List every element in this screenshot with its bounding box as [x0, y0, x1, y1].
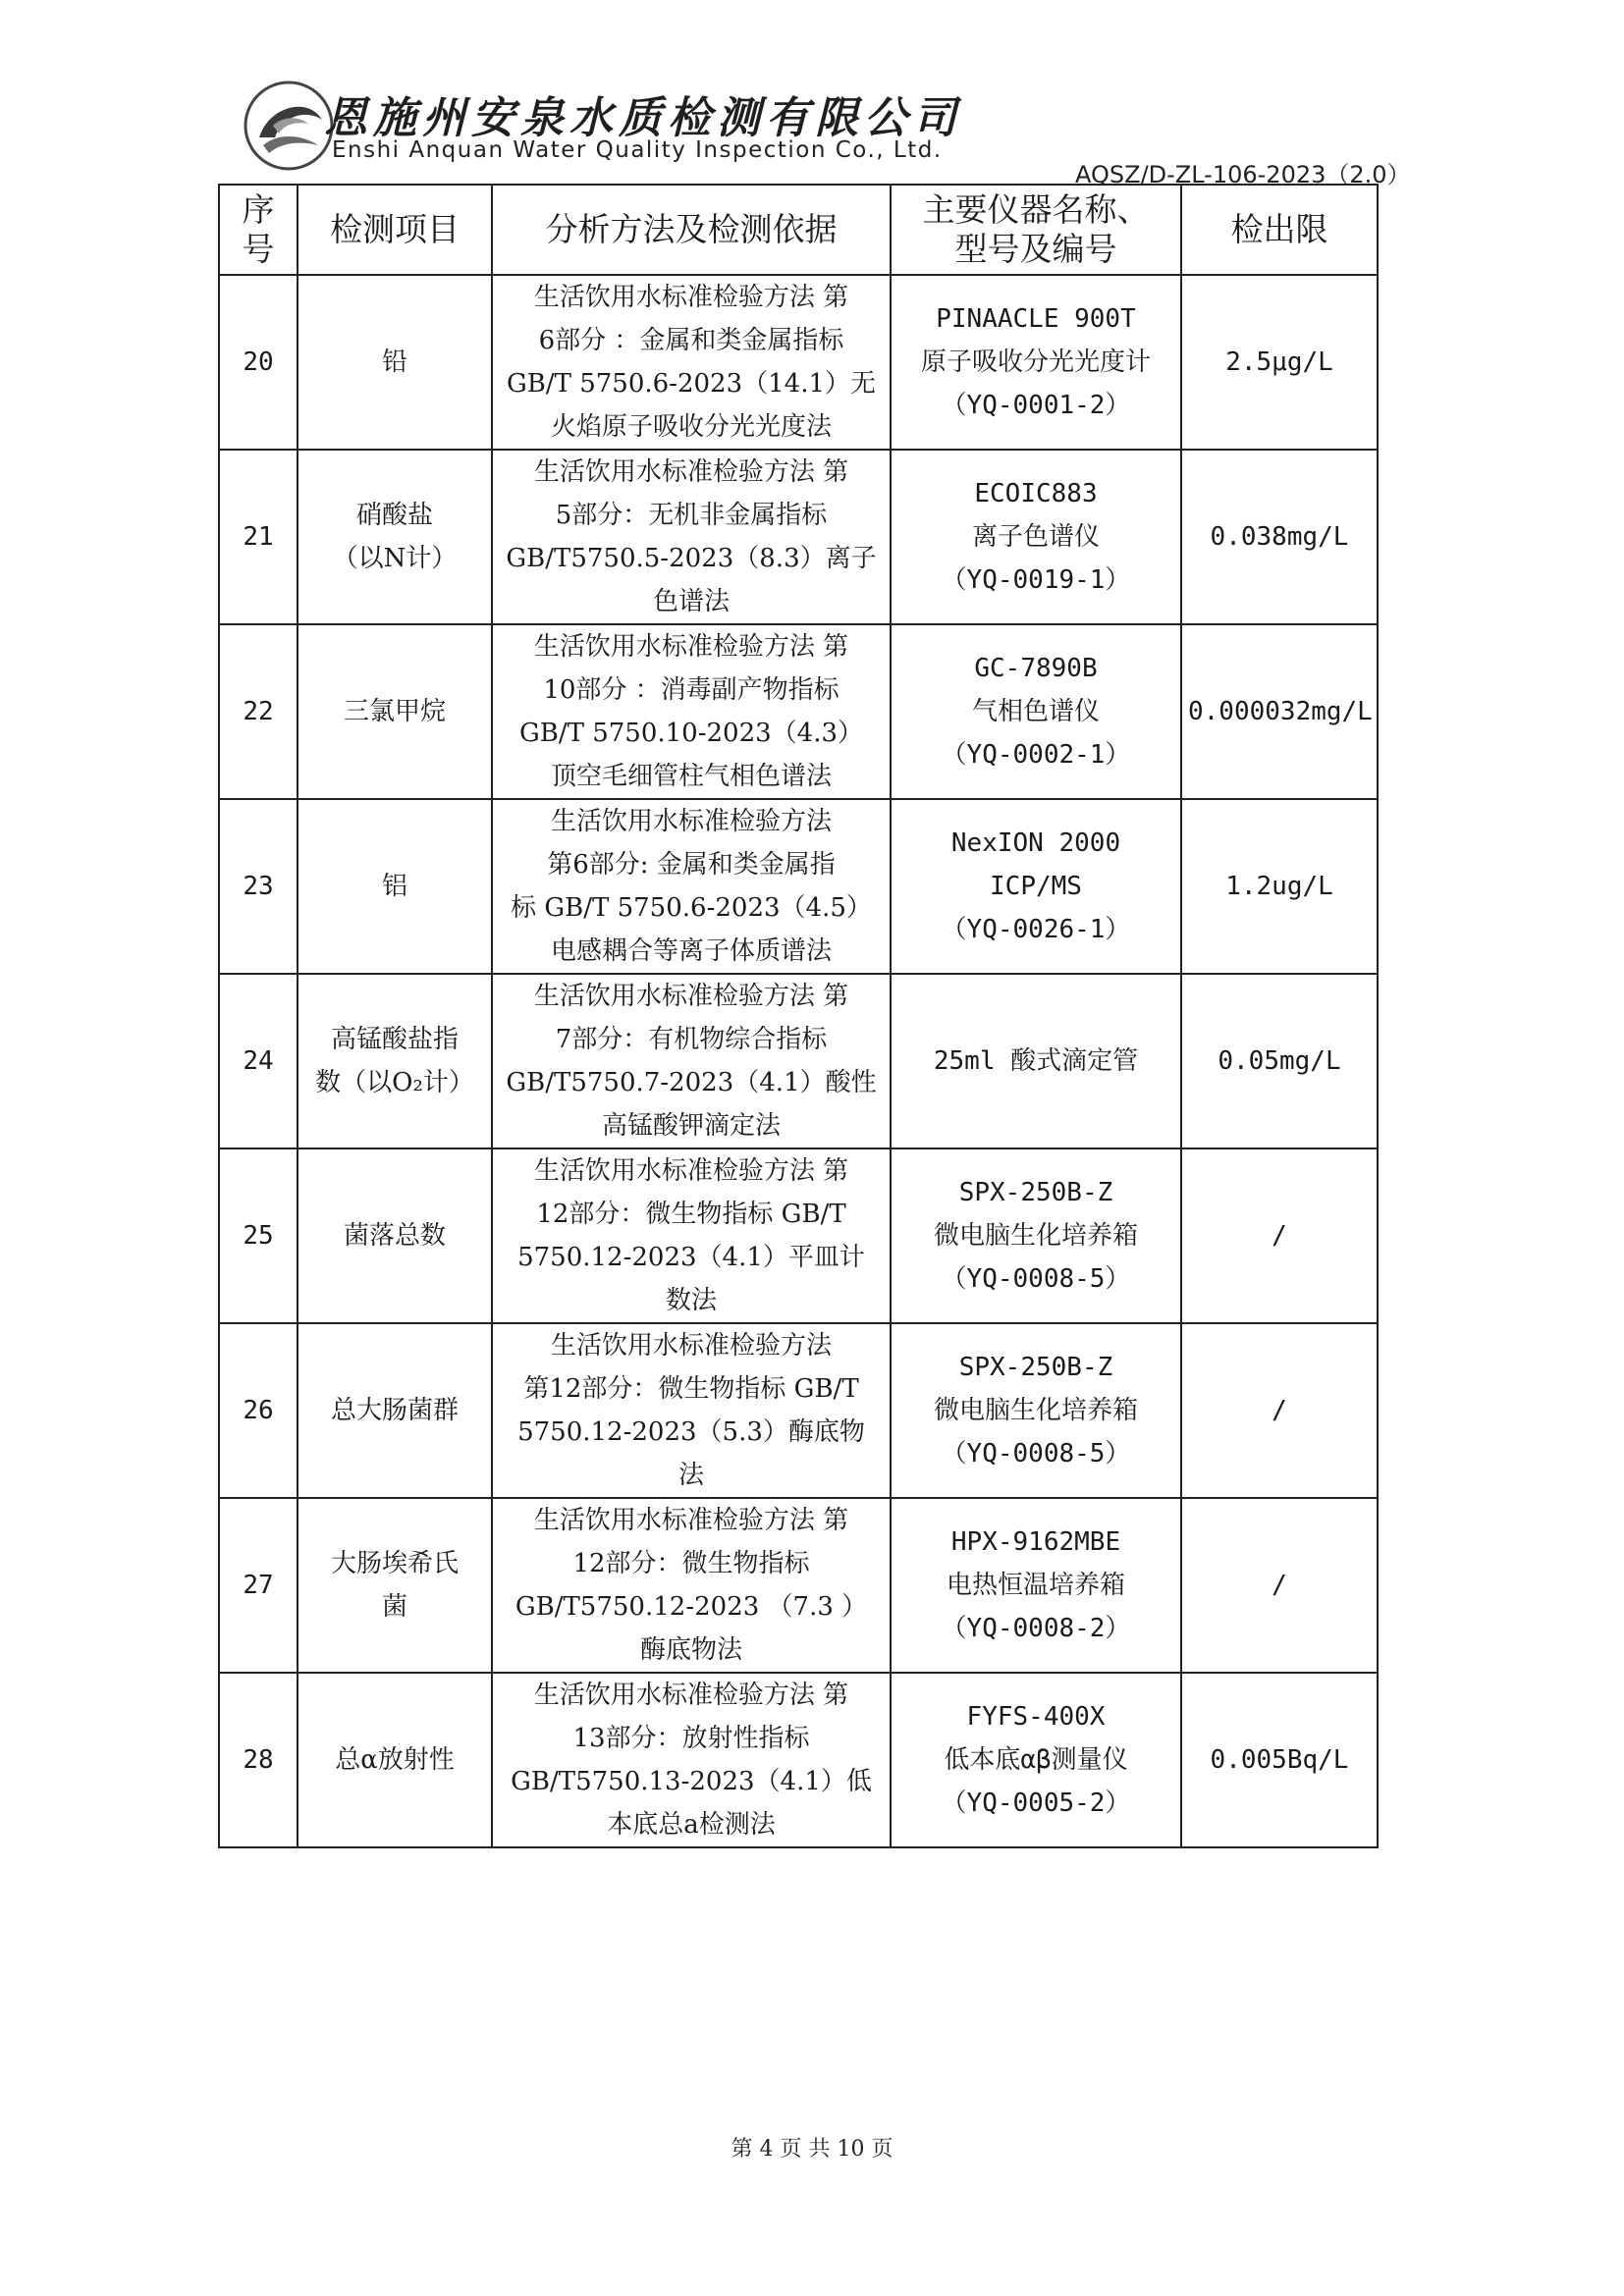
row-method: 生活饮用水标准检验方法 第 13部分：放射性指标 GB/T5750.13-2023（4.1）低 本底总a检测法 — [492, 1673, 891, 1847]
company-logo-icon — [240, 77, 338, 175]
row-method: 生活饮用水标准检验方法 第 10部分 ：消毒副产物指标 GB/T 5750.10-2023（4.3） 顶空毛细管柱气相色谱法 — [492, 624, 891, 799]
table-row — [219, 275, 1378, 450]
table-row — [219, 799, 1378, 974]
header-item: 检测项目 — [298, 185, 492, 275]
row-instrument: HPX-9162MBE 电热恒温培养箱 （YQ-0008-2） — [891, 1498, 1181, 1673]
row-limit: 0.05mg/L — [1181, 974, 1378, 1148]
row-limit: 2.5μg/L — [1181, 275, 1378, 450]
row-seq: 24 — [219, 974, 298, 1148]
row-item: 总大肠菌群 — [298, 1323, 492, 1498]
row-limit: 0.000032mg/L — [1181, 624, 1378, 799]
company-name-en: Enshi Anquan Water Quality Inspection Co., Ltd. — [332, 137, 943, 163]
table-row — [219, 1323, 1378, 1498]
inspection-methods-table — [218, 184, 1379, 1848]
row-item: 菌落总数 — [298, 1148, 492, 1323]
row-method: 生活饮用水标准检验方法 第 12部分：微生物指标 GB/T5750.12-2023 （7.3 ） 酶底物法 — [492, 1498, 891, 1673]
row-seq: 25 — [219, 1148, 298, 1323]
row-limit: / — [1181, 1148, 1378, 1323]
company-name-cn: 恩施州安泉水质检测有限公司 — [324, 93, 962, 143]
row-seq: 26 — [219, 1323, 298, 1498]
row-method: 生活饮用水标准检验方法 第6部分: 金属和类金属指 标 GB/T 5750.6-2023（4.5） 电感耦合等离子体质谱法 — [492, 799, 891, 974]
table-row — [219, 1673, 1378, 1847]
row-item: 三氯甲烷 — [298, 624, 492, 799]
row-seq: 23 — [219, 799, 298, 974]
table-row — [219, 974, 1378, 1148]
row-seq: 22 — [219, 624, 298, 799]
page-number: 第 4 页 共 10 页 — [731, 2137, 893, 2162]
row-item: 硝酸盐 （以N计） — [298, 450, 492, 624]
row-method: 生活饮用水标准检验方法 第 5部分：无机非金属指标 GB/T5750.5-2023（8.3）离子 色谱法 — [492, 450, 891, 624]
header-limit: 检出限 — [1181, 185, 1378, 275]
table-row — [219, 450, 1378, 624]
row-item: 铅 — [298, 275, 492, 450]
row-instrument: 25ml 酸式滴定管 — [891, 974, 1181, 1148]
row-limit: / — [1181, 1498, 1378, 1673]
row-method: 生活饮用水标准检验方法 第 7部分：有机物综合指标 GB/T5750.7-2023（4.1）酸性 高锰酸钾滴定法 — [492, 974, 891, 1148]
row-limit: 1.2ug/L — [1181, 799, 1378, 974]
row-instrument: ECOIC883 离子色谱仪 （YQ-0019-1） — [891, 450, 1181, 624]
table-row — [219, 1148, 1378, 1323]
row-method: 生活饮用水标准检验方法 第12部分：微生物指标 GB/T 5750.12-2023（5.3）酶底物 法 — [492, 1323, 891, 1498]
table-row — [219, 1498, 1378, 1673]
header-seq: 序 号 — [219, 185, 298, 275]
row-limit: / — [1181, 1323, 1378, 1498]
row-instrument: SPX-250B-Z 微电脑生化培养箱 （YQ-0008-5） — [891, 1323, 1181, 1498]
row-limit: 0.005Bq/L — [1181, 1673, 1378, 1847]
header-method: 分析方法及检测依据 — [492, 185, 891, 275]
row-item: 大肠埃希氏 菌 — [298, 1498, 492, 1673]
row-instrument: GC-7890B 气相色谱仪 （YQ-0002-1） — [891, 624, 1181, 799]
row-method: 生活饮用水标准检验方法 第 12部分：微生物指标 GB/T 5750.12-2023（4.1）平皿计 数法 — [492, 1148, 891, 1323]
row-instrument: NexION 2000 ICP/MS （YQ-0026-1） — [891, 799, 1181, 974]
table-row — [219, 624, 1378, 799]
row-seq: 20 — [219, 275, 298, 450]
row-seq: 28 — [219, 1673, 298, 1847]
row-seq: 27 — [219, 1498, 298, 1673]
header-instrument: 主要仪器名称、 型号及编号 — [891, 185, 1181, 275]
row-item: 总α放射性 — [298, 1673, 492, 1847]
row-seq: 21 — [219, 450, 298, 624]
row-instrument: FYFS-400X 低本底αβ测量仪 （YQ-0005-2） — [891, 1673, 1181, 1847]
document-code: AQSZ/D-ZL-106-2023（2.0） — [1075, 161, 1411, 188]
table-header-row — [219, 185, 1378, 275]
row-instrument: PINAACLE 900T 原子吸收分光光度计 （YQ-0001-2） — [891, 275, 1181, 450]
row-method: 生活饮用水标准检验方法 第 6部分 ：金属和类金属指标 GB/T 5750.6-2023（14.1）无 火焰原子吸收分光光度法 — [492, 275, 891, 450]
row-item: 铝 — [298, 799, 492, 974]
row-limit: 0.038mg/L — [1181, 450, 1378, 624]
row-instrument: SPX-250B-Z 微电脑生化培养箱 （YQ-0008-5） — [891, 1148, 1181, 1323]
row-item: 高锰酸盐指 数（以O₂计） — [298, 974, 492, 1148]
